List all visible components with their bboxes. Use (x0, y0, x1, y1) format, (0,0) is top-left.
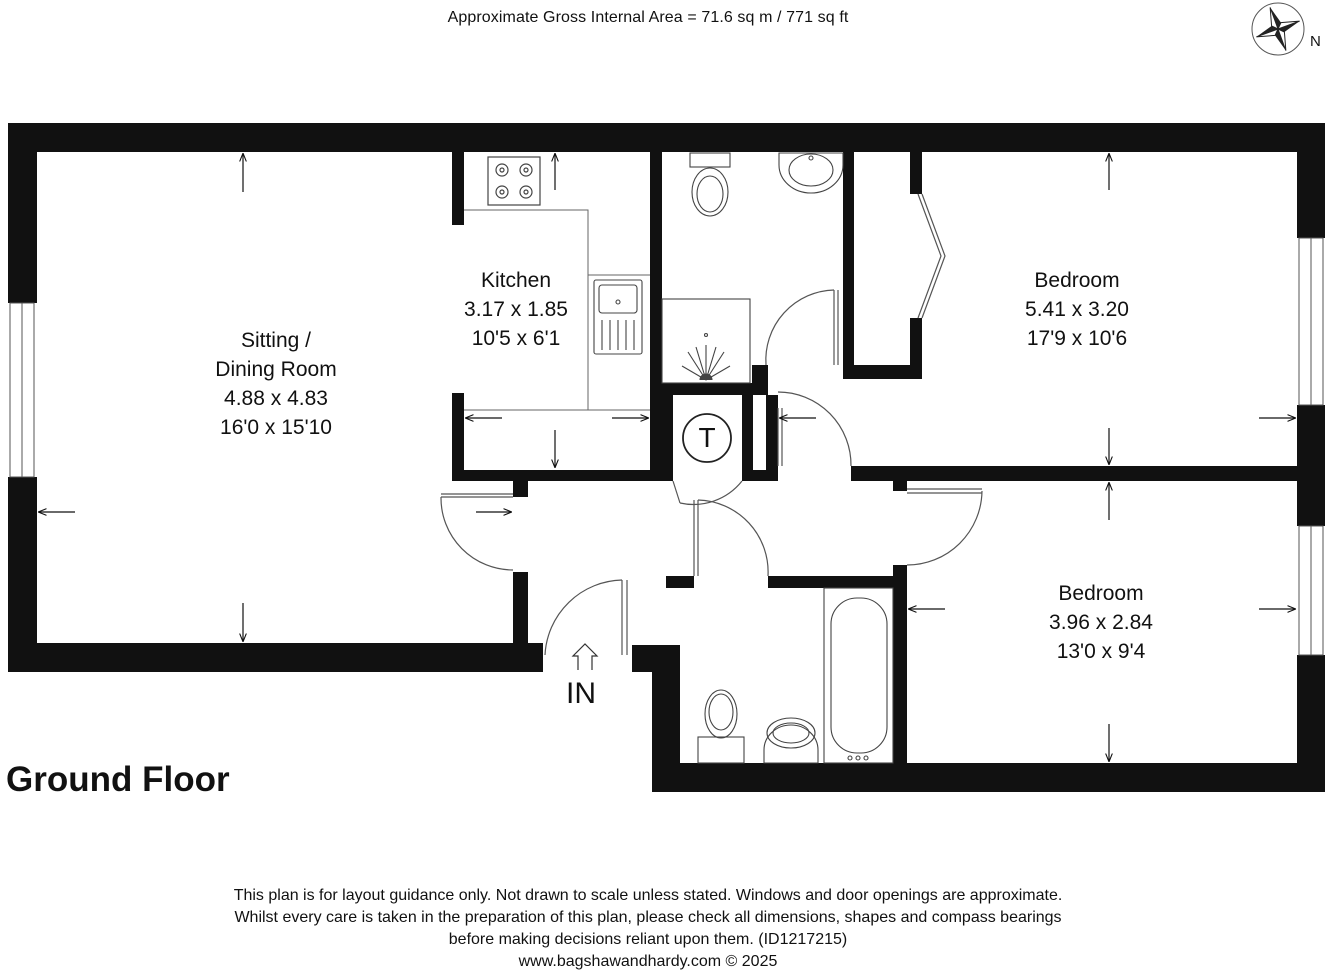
room-metric-size: 3.96 x 2.84 (1049, 611, 1153, 634)
toilet-icon (690, 153, 730, 216)
room-label-bedroom-2 (1021, 579, 1181, 666)
room-name: Kitchen (480, 269, 552, 292)
room-imperial-size: 13'0 x 9'4 (1056, 640, 1146, 663)
hob-icon (488, 157, 540, 205)
walls (8, 123, 1325, 792)
room-label-bedroom-1 (997, 266, 1157, 353)
room-imperial-size: 10'5 x 6'1 (471, 327, 561, 350)
website-link[interactable]: www.bagshawandhardy.com © 2025 (518, 953, 778, 970)
room-metric-size: 4.88 x 4.83 (224, 387, 328, 410)
compass-icon (1249, 0, 1308, 58)
disclaimer (0, 885, 1296, 973)
room-metric-size: 5.41 x 3.20 (1025, 298, 1129, 321)
bath-icon (824, 588, 893, 763)
basin-icon (764, 718, 818, 763)
room-imperial-size: 17'9 x 10'6 (1026, 327, 1128, 350)
room-name: Bedroom (1034, 269, 1120, 292)
disclaimer-line: before making decisions reliant upon them. (ID1217215) (448, 931, 848, 948)
room-label-sitting (176, 326, 376, 442)
shower-icon (662, 299, 750, 383)
disclaimer-line: Whilst every care is taken in the preparation of this plan, please check all dimensions, shapes and compass bearings (234, 909, 1062, 926)
room-name: Sitting / (240, 329, 312, 352)
floor-title: Ground Floor (6, 760, 230, 799)
room-imperial-size: 16'0 x 15'10 (220, 416, 332, 439)
room-metric-size: 3.17 x 1.85 (464, 298, 568, 321)
disclaimer-line: This plan is for layout guidance only. Not drawn to scale unless stated. Windows and door openings are approximate. (233, 887, 1063, 904)
basin-icon (779, 153, 843, 193)
gross-area-text: Approximate Gross Internal Area = 71.6 sq m / 771 sq ft (447, 9, 849, 26)
cupboard-label: T (698, 422, 716, 453)
room-label-kitchen (436, 266, 596, 353)
entry-arrow-icon (573, 644, 597, 670)
north-label: N (1310, 33, 1321, 50)
room-name: Bedroom (1058, 582, 1144, 605)
sink-icon (594, 280, 642, 354)
room-name: Dining Room (215, 358, 337, 381)
toilet-icon (698, 690, 744, 763)
entry-label: IN (566, 677, 596, 710)
